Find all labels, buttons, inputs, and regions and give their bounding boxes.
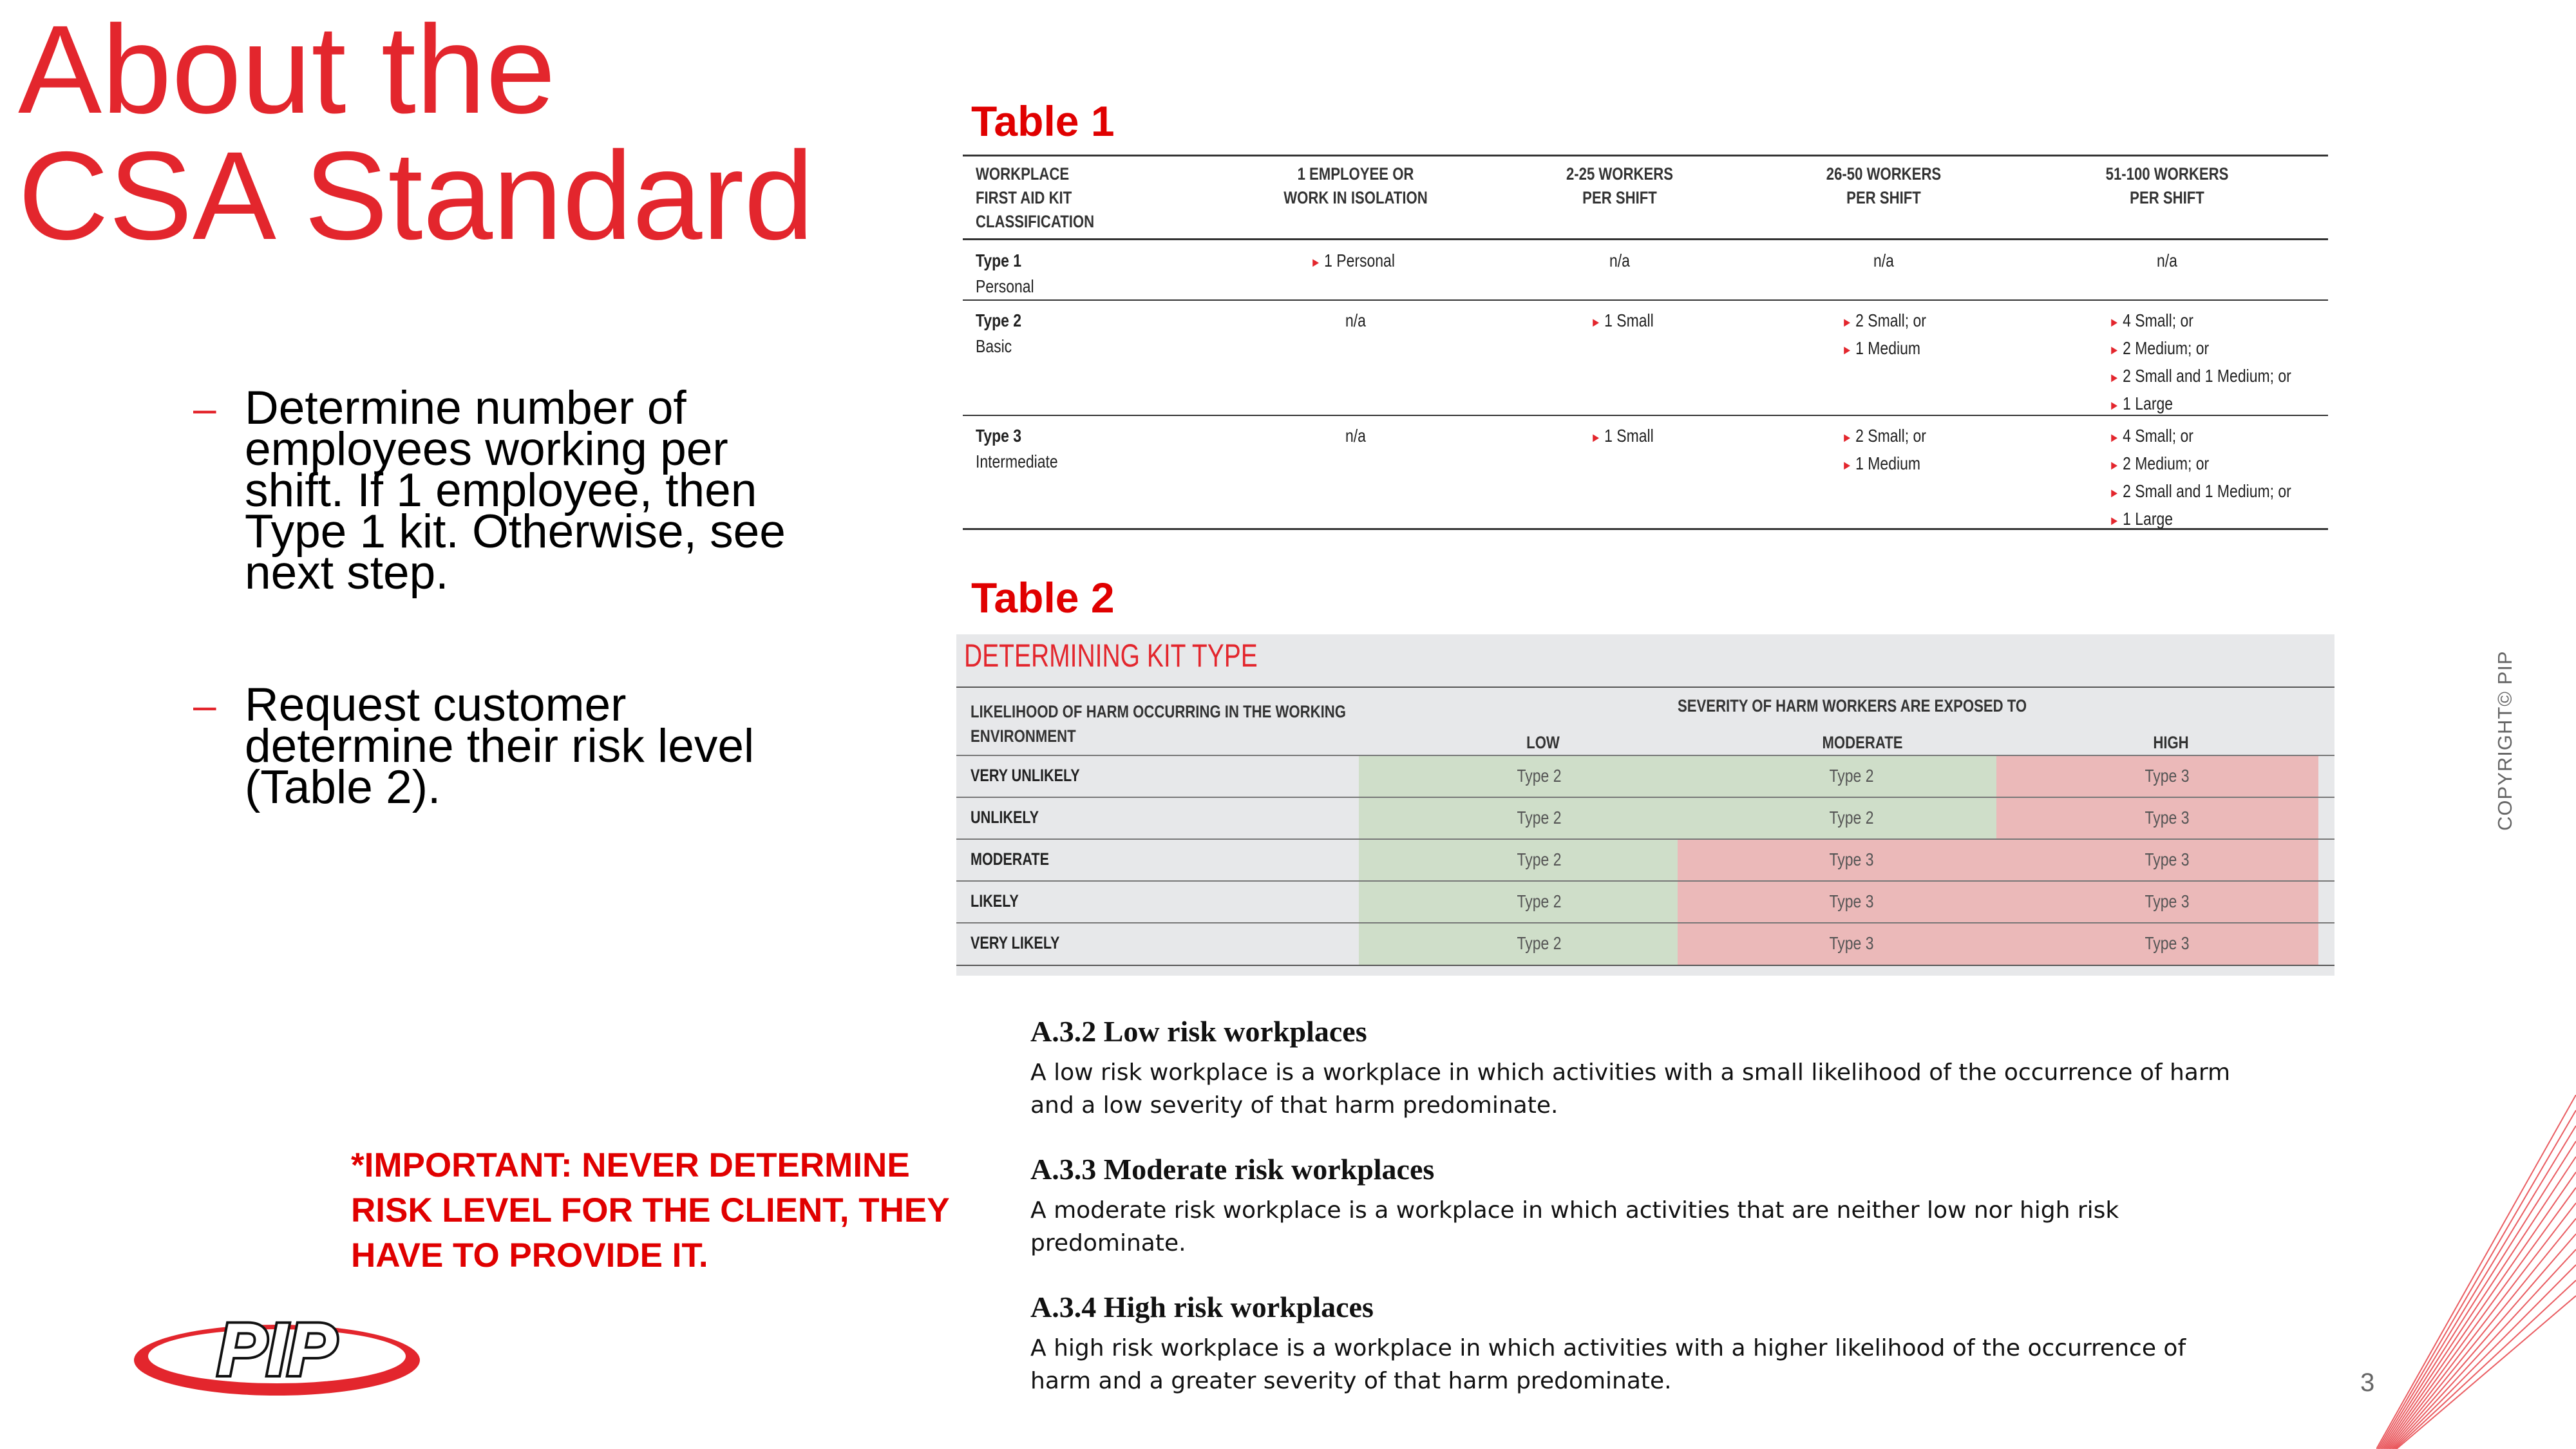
pip-logo bbox=[129, 1307, 425, 1404]
table2-rule bbox=[956, 687, 2334, 688]
table1-row-type1: Type 1 Personal bbox=[976, 251, 1034, 296]
table1-cell: n/a bbox=[1345, 426, 1366, 446]
bullet-text: Request customer determine their risk level (Table 2). bbox=[245, 679, 755, 813]
table2-cell: Type 3 bbox=[1829, 933, 1874, 953]
table1-cell: n/a bbox=[1345, 310, 1366, 330]
table1-row-type2: Type 2 Basic bbox=[976, 310, 1022, 356]
table2-row-label: MODERATE bbox=[971, 849, 1049, 869]
stripe-line bbox=[2393, 1265, 2576, 1449]
table1-cell: ► 4 Small; or ► 2 Medium; or ► 2 Small and 1 Medium; or ► 1 Large bbox=[2109, 426, 2291, 529]
title-line-2: CSA Standard bbox=[18, 126, 814, 266]
definition-body-moderate: A moderate risk workplace is a workplace in which activities that are neither low nor high risk predominate. bbox=[1030, 1197, 2119, 1256]
table1-heading: Table 1 bbox=[971, 97, 1115, 145]
table1-header-classification: WORKPLACE FIRST AID KIT CLASSIFICATION bbox=[976, 164, 1095, 231]
table2-severity-header: SEVERITY OF HARM WORKERS ARE EXPOSED TO bbox=[1678, 696, 2027, 715]
definition-heading-high: A.3.4 High risk workplaces bbox=[1030, 1291, 1374, 1323]
arrow-icon: ► bbox=[1591, 316, 1602, 330]
arrow-icon: ► bbox=[1591, 431, 1602, 445]
table1-row-type3: Type 3 Intermediate bbox=[976, 426, 1058, 471]
table2-rule bbox=[956, 838, 2334, 840]
table2-cell: Type 3 bbox=[2145, 766, 2190, 786]
table2-cell: Type 2 bbox=[1517, 766, 1562, 786]
table2-cell: Type 3 bbox=[1829, 849, 1874, 869]
slide-title bbox=[18, 0, 920, 266]
stripe-line bbox=[2391, 1234, 2576, 1449]
table1-cell: n/a bbox=[1609, 251, 1630, 270]
decorative-stripes bbox=[2376, 1095, 2576, 1449]
bullet-dash: – bbox=[193, 385, 216, 431]
table2 bbox=[956, 634, 2334, 976]
table1-header-51-100: 51-100 WORKERS PER SHIFT bbox=[2105, 164, 2229, 207]
stripe-line bbox=[2392, 1249, 2576, 1449]
table2-row-label: VERY LIKELY bbox=[971, 933, 1060, 952]
table1-header-1-employee: 1 EMPLOYEE OR WORK IN ISOLATION bbox=[1283, 164, 1428, 207]
table2-title: DETERMINING KIT TYPE bbox=[964, 638, 1258, 674]
table1-cell: ► 2 Small; or ► 1 Medium bbox=[1842, 426, 1926, 473]
table1 bbox=[963, 155, 2328, 531]
table2-cell: Type 3 bbox=[2145, 849, 2190, 869]
arrow-icon: ► bbox=[2109, 371, 2120, 385]
table2-cell: Type 2 bbox=[1829, 766, 1874, 786]
table2-cell: Type 2 bbox=[1517, 933, 1562, 953]
definition-heading-moderate: A.3.3 Moderate risk workplaces bbox=[1030, 1153, 1435, 1186]
table2-cell: Type 2 bbox=[1517, 808, 1562, 828]
logo-text: PIP bbox=[217, 1309, 337, 1391]
table1-header-2-25: 2-25 WORKERS PER SHIFT bbox=[1566, 164, 1674, 207]
table1-cell: ► 1 Personal bbox=[1311, 251, 1395, 270]
table1-cell: n/a bbox=[2157, 251, 2177, 270]
stripe-line bbox=[2387, 1203, 2576, 1449]
bullet-text: Determine number of employees working per shift. If 1 employee, then Type 1 kit. Otherwise, see next step. bbox=[245, 382, 786, 599]
important-note: *IMPORTANT: NEVER DETERMINE RISK LEVEL FOR THE CLIENT, THEY HAVE TO PROVIDE IT. bbox=[351, 1146, 949, 1274]
arrow-icon: ► bbox=[1842, 343, 1853, 357]
table2-cell: Type 3 bbox=[1829, 891, 1874, 911]
arrow-icon: ► bbox=[2109, 431, 2120, 445]
table1-cell: ► 4 Small; or ► 2 Medium; or ► 2 Small and 1 Medium; or ► 1 Large bbox=[2109, 310, 2291, 413]
stripe-line bbox=[2384, 1172, 2576, 1449]
table2-cell: Type 2 bbox=[1517, 849, 1562, 869]
table2-cell: Type 3 bbox=[2145, 933, 2190, 953]
stripe-line bbox=[2378, 1110, 2576, 1449]
table2-row-label: LIKELY bbox=[971, 891, 1019, 911]
table1-rule bbox=[963, 299, 2328, 301]
table1-rule bbox=[963, 238, 2328, 240]
table2-heading: Table 2 bbox=[971, 574, 1115, 621]
table2-rule bbox=[956, 755, 2334, 756]
stripe-line bbox=[2389, 1218, 2576, 1449]
arrow-icon: ► bbox=[1311, 256, 1321, 270]
stripe-line bbox=[2380, 1126, 2576, 1449]
arrow-icon: ► bbox=[2109, 514, 2120, 528]
table2-rule bbox=[956, 965, 2334, 966]
arrow-icon: ► bbox=[1842, 316, 1853, 330]
arrow-icon: ► bbox=[2109, 459, 2120, 473]
table1-rule bbox=[963, 155, 2328, 156]
table1-header-26-50: 26-50 WORKERS PER SHIFT bbox=[1826, 164, 1942, 207]
table2-row-label: VERY UNLIKELY bbox=[971, 766, 1080, 785]
definition-body-low: A low risk workplace is a workplace in which activities with a small likelihood of the occurrence of harm and a low severity of that harm predominate. bbox=[1030, 1059, 2231, 1119]
table2-row-label: UNLIKELY bbox=[971, 808, 1039, 827]
stripe-line bbox=[2383, 1157, 2576, 1449]
definition-body-high: A high risk workplace is a workplace in which activities with a higher likelihood of the occurrence of harm and a greater severity of that harm predominate. bbox=[1030, 1335, 2186, 1394]
table2-cell: Type 3 bbox=[2145, 891, 2190, 911]
table2-col-high: HIGH bbox=[2153, 733, 2189, 752]
table1-cell: ► 1 Small bbox=[1591, 426, 1654, 446]
arrow-icon: ► bbox=[2109, 486, 2120, 500]
table2-cell: Type 2 bbox=[1829, 808, 1874, 828]
stripe-line bbox=[2376, 1095, 2576, 1449]
table2-col-low: LOW bbox=[1526, 733, 1560, 752]
table2-rule bbox=[956, 922, 2334, 923]
table2-cell: Type 3 bbox=[2145, 808, 2190, 828]
definition-heading-low: A.3.2 Low risk workplaces bbox=[1030, 1015, 1367, 1048]
table2-col-moderate: MODERATE bbox=[1822, 733, 1903, 752]
bullet-dash: – bbox=[193, 682, 216, 728]
table2-rule bbox=[956, 797, 2334, 798]
arrow-icon: ► bbox=[2109, 316, 2120, 330]
arrow-icon: ► bbox=[2109, 343, 2120, 357]
table1-cell: ► 2 Small; or ► 1 Medium bbox=[1842, 310, 1926, 358]
arrow-icon: ► bbox=[1842, 459, 1853, 473]
stripe-line bbox=[2395, 1280, 2576, 1449]
arrow-icon: ► bbox=[2109, 399, 2120, 413]
table1-cell: ► 1 Small bbox=[1591, 310, 1654, 330]
copyright-text: COPYRIGHT© PIP bbox=[2494, 650, 2516, 831]
table2-likelihood-header: LIKELIHOOD OF HARM OCCURRING IN THE WORKING ENVIRONMENT bbox=[971, 702, 1346, 746]
table2-cell: Type 2 bbox=[1517, 891, 1562, 911]
stripe-line bbox=[2385, 1188, 2576, 1449]
page-number: 3 bbox=[2360, 1368, 2375, 1397]
arrow-icon: ► bbox=[1842, 431, 1853, 445]
title-line-1: About the bbox=[18, 0, 556, 140]
table2-rule bbox=[956, 880, 2334, 882]
table1-cell: n/a bbox=[1873, 251, 1894, 270]
